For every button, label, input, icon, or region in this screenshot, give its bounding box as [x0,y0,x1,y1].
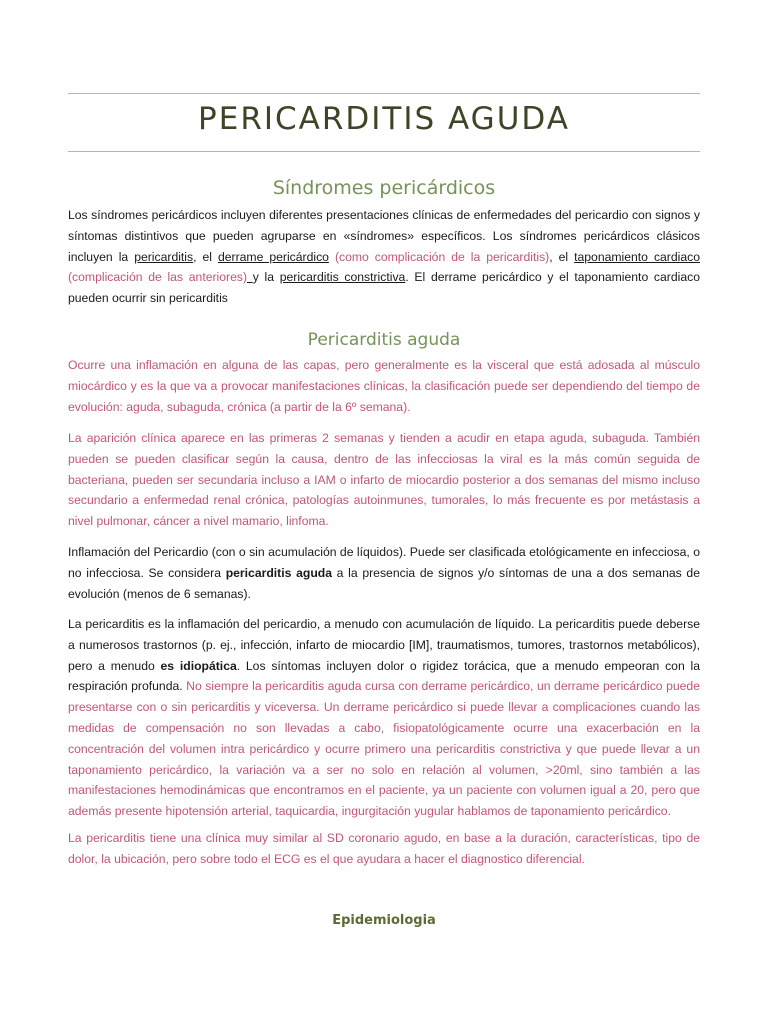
text-segment: . Los síntomas incluyen dolor o rigidez torácica, que a menudo empeoran con la respiración profunda. [68,658,700,694]
paragraph-clinica-similar: La pericarditis tiene una clínica muy similar al SD coronario agudo, en base a la duración, características, tipo de dolor, la ubicación, pero sobre todo el ECG es el que ayudara a hacer el diagnostico diferencial. [68,831,700,866]
text-segment: y la [252,270,280,285]
text-segment-pink: (como complicación de la pericarditis) [328,249,550,264]
paragraph-inflamacion-pericardio [68,542,700,604]
section-heading-sindromes: Síndromes pericárdicos [272,177,496,199]
text-segment: el [196,249,218,264]
text-segment: a la presencia de signos y/o síntomas de una a dos semanas de evolución (menos de 6 semanas). [68,565,700,601]
link-taponamiento-cardiaco[interactable]: taponamiento cardiaco [574,249,701,264]
text-segment: La pericarditis es la inflamación del pericardio, a menudo con acumulación de líquido. La pericarditis puede deberse a numerosos trastornos (p. ej., infección, infarto de miocardio [IM], traumatismos, tumores, trastornos metabólicos), pero a menudo [68,617,700,673]
paragraph-inflamacion-capas: Ocurre una inflamación en alguna de las capas, pero generalmente es la visceral que está adosada al músculo miocárdico y es la que va a provocar manifestaciones clínicas, la clasificación puede ser dependiendo del tiempo de evolución: aguda, subaguda, crónica (a partir de la 6º semana). [68,358,700,414]
text-segment: , el [549,249,575,264]
page-title: PERICARDITIS AGUDA [198,101,570,137]
text-segment-pink: (complicación de las anteriores) [68,270,248,285]
link-derrame-pericardico[interactable]: derrame pericárdico [217,249,329,264]
text-segment-pink: No siempre la pericarditis aguda cursa con derrame pericárdico, un derrame pericárdico puede presentarse con o sin pericarditis y viceversa. Un derrame pericárdico si puede llevar a complicaciones cuando las medidas de compensación no son llevadas a cabo, fisiopatológicamente ocurre una exacerbación en la concentración del volumen intra pericárdico y ocurre primero una pericarditis constrictiva y que puede llevar a un taponamiento pericárdico, la variación va a ser no solo en relación al volumen, >20ml, sino también a las manifestaciones hemodinámicas que encontramos en el paciente, ya un paciente con volumen igual a 20, pero que además presente hipotensión arterial, taquicardia, ingurgitación yugular hablamos de taponamiento pericárdico. [68,679,700,819]
title-top-rule [68,93,700,94]
text-segment: Los síndromes pericárdicos incluyen diferentes presentaciones clínicas de enfermedades del pericardio con signos y síntomas distintivos que pueden agruparse en «síndromes» específicos. Los síndromes pericárdicos clásicos incluyen la [68,208,700,264]
paragraph-definicion-pericarditis [68,614,700,822]
bold-term-pericarditis-aguda: pericarditis aguda [225,565,332,580]
bold-term-idiopatica: es idiopática [160,658,237,673]
section-heading-pericarditis-aguda: Pericarditis aguda [307,330,461,350]
text-segment: . El derrame pericárdico y el taponamiento cardiaco pueden ocurrir sin pericarditis [68,270,700,306]
section-heading-epidemiologia: Epidemiologia [332,913,436,928]
title-bottom-rule [68,151,700,152]
paragraph-sindromes [68,205,700,309]
text-segment: Inflamación del Pericardio (con o sin acumulación de líquidos). Puede ser clasificada etológicamente en infecciosa, o no infecciosa. Se considera [68,545,700,580]
link-pericarditis[interactable]: pericarditis, [134,249,197,264]
link-pericarditis-constrictiva[interactable]: pericarditis constrictiva [279,270,406,285]
paragraph-aparicion-clinica: La aparición clínica aparece en las primeras 2 semanas y tienden a acudir en etapa aguda, subaguda. También pueden se pueden clasificar según la causa, dentro de las infecciosas la viral es la más común seguida de bacteriana, pueden ser secundaria incluso a IAM o infarto de miocardio posterior a dos semanas del mismo incluso secundario a enfermedad renal crónica, patologías autoinmunes, tumorales, lo más frecuente es por metástasis a nivel pulmonar, cáncer a nivel mamario, linfoma. [68,431,700,529]
